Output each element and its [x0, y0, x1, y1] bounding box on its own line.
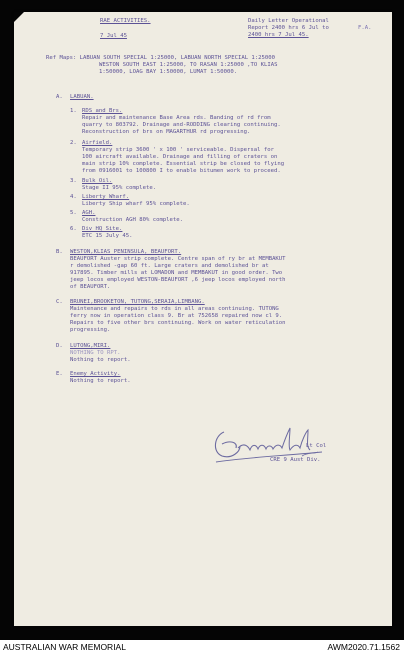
- document-page: [14, 12, 392, 626]
- folded-corner: [14, 12, 24, 22]
- signature-office: CRE 9 Aust Div.: [270, 457, 321, 463]
- item-a3-num: 3.: [70, 178, 77, 184]
- section-d-struck-line: NOTHING TO RPT.: [70, 350, 121, 356]
- report-title-line2: Report 2400 hrs 6 Jul to: [248, 25, 329, 31]
- item-a2-line: from 0916001 to 100800 I to enable bitumen work to proceed.: [82, 168, 281, 174]
- section-d-line: Nothing to report.: [70, 357, 131, 363]
- item-a1-title: RDS and Brs.: [82, 108, 123, 114]
- signature-rank: Lt Col: [306, 443, 327, 449]
- item-a1-line: Repair and maintenance Base Area rds. Banding of rd from: [82, 115, 271, 121]
- item-a2-num: 2.: [70, 140, 77, 146]
- item-a1-line: quarry to 803792. Drainage and-RODDING clearing continuing.: [82, 122, 281, 128]
- section-c-letter: C.: [56, 299, 63, 305]
- section-c-line: progressing.: [70, 327, 111, 333]
- item-a2-line: Temporary strip 3600 ' x 100 ' serviceable. Dispersal for: [82, 147, 274, 153]
- item-a4-line: Liberty Ship wharf 95% complete.: [82, 201, 190, 207]
- section-c-line: Maintenance and repairs to rds in all areas continuing. TUTONG: [70, 306, 279, 312]
- section-c-heading: BRUNEI,BROOKETON, TUTONG,SERAIA,LIMBANG.: [70, 299, 205, 305]
- report-title-line1: Daily Letter Operational: [248, 18, 329, 24]
- item-a5-num: 5.: [70, 210, 77, 216]
- report-date: 7 Jul 45: [100, 33, 127, 39]
- section-d-letter: D.: [56, 343, 63, 349]
- section-b-letter: B.: [56, 249, 63, 255]
- org-title: RAE ACTIVITIES.: [100, 18, 151, 24]
- footer-institution: AUSTRALIAN WAR MEMORIAL: [3, 642, 126, 652]
- section-b-line: r demolished -gap 60 ft. Large craters and demolished br at: [70, 263, 269, 269]
- section-a-letter: A.: [56, 94, 63, 100]
- ref-maps-line3: 1:50000, LOAG BAY 1:50000, LUMAT 1:50000.: [99, 69, 238, 75]
- item-a5-title: AGH.: [82, 210, 96, 216]
- section-b-line: jeep locos employed WESTON-BEAUFORT ,6 jeep locos employed north: [70, 277, 286, 283]
- section-b-heading: WESTON,KLIAS PENINSULA, BEAUFORT.: [70, 249, 182, 255]
- item-a2-line: 100 aircraft available. Drainage and filling of craters on: [82, 154, 278, 160]
- item-a4-title: Liberty Wharf.: [82, 194, 130, 200]
- section-b-line: of BEAUFORT.: [70, 284, 111, 290]
- section-e-line: Nothing to report.: [70, 378, 131, 384]
- report-title-line3: 2400 hrs 7 Jul 45.: [248, 32, 309, 38]
- section-c-line: ferry now in operation class 9. Br at 752658 repaired now cl 9.: [70, 313, 283, 319]
- section-a-heading: LABUAN.: [70, 94, 94, 100]
- section-b-line: 917895. Timber mills at LOMADON and MEMBAKUT in good order. Two: [70, 270, 283, 276]
- section-c-line: Repairs to five other brs continuing. Work on water reticulation: [70, 320, 286, 326]
- item-a2-title: Airfield.: [82, 140, 113, 146]
- footer-accession-number: AWM2020.71.1562: [327, 642, 400, 652]
- section-e-letter: E.: [56, 371, 63, 377]
- ref-maps-line2: WESTON SOUTH EAST 1:25000, TO RASAN 1:25000 ,TO KLIAS: [99, 62, 278, 68]
- item-a3-line: Stage II 95% complete.: [82, 185, 157, 191]
- item-a2-line: main strip 10% complete. Essential strip be closed to flying: [82, 161, 285, 167]
- item-a1-line: Reconstruction of brs on MAGARTHUR rd progressing.: [82, 129, 251, 135]
- corner-mark: F.A.: [358, 25, 372, 31]
- item-a6-title: Div HQ Site.: [82, 226, 123, 232]
- ref-maps-line1: Ref Maps: LABUAN SOUTH SPECIAL 1:25000, LABUAN NORTH SPECIAL 1:25000: [46, 55, 276, 61]
- item-a5-line: Construction AGH 80% complete.: [82, 217, 184, 223]
- item-a6-num: 6.: [70, 226, 77, 232]
- item-a3-title: Bulk Oil.: [82, 178, 113, 184]
- item-a1-num: 1.: [70, 108, 77, 114]
- section-d-heading: LUTONG,MIRI.: [70, 343, 111, 349]
- item-a4-num: 4.: [70, 194, 77, 200]
- item-a6-line: ETC 15 July 45.: [82, 233, 133, 239]
- section-e-heading: Enemy Activity.: [70, 371, 121, 377]
- section-b-line: BEAUFORT Auster strip complete. Centre span of ry br at MEMBAKUT: [70, 256, 286, 262]
- archive-footer: [0, 640, 404, 653]
